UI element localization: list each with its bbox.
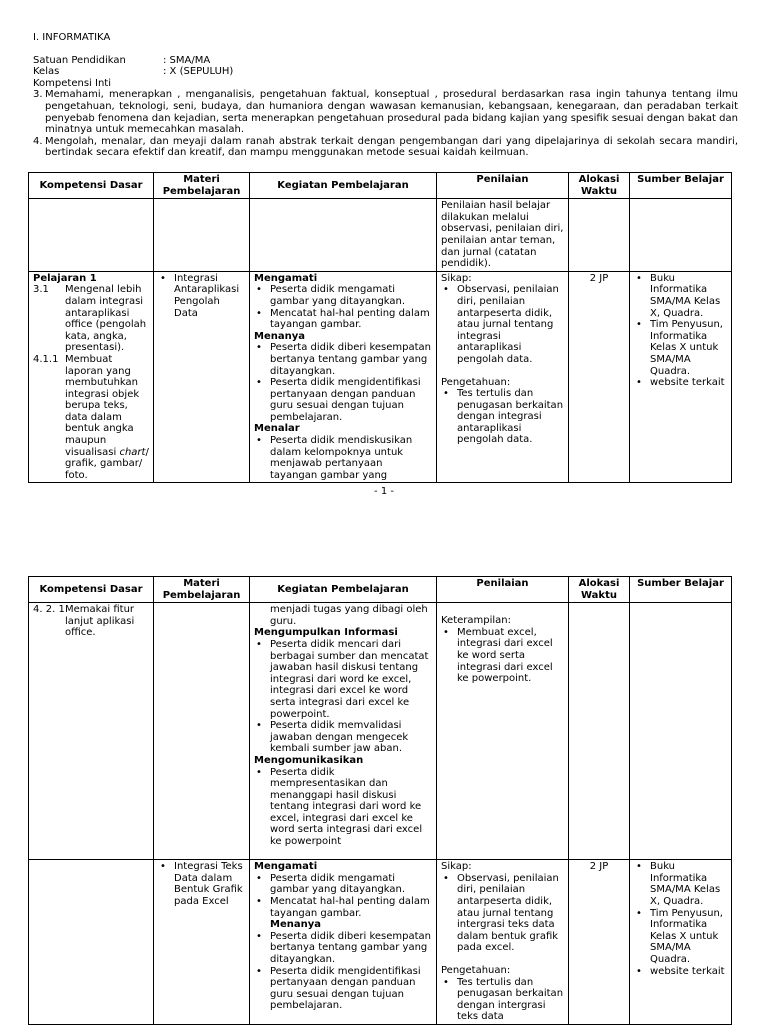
syllabus-table-2 bbox=[28, 576, 732, 1025]
header-alokasi: Alokasi Waktu bbox=[569, 577, 630, 603]
list-item: • Buku Informatika SMA/MA Kelas X, Quadra. bbox=[634, 273, 727, 319]
penilaian-cell: Sikap: • Observasi, penilaian diri, penilaian antarpeserta didik, atau jurnal tentang integrasi antaraplikasi pengolah data. Pengetahuan: • Tes tertulis dan penugasan berkaitan dengan integrasi antaraplikasi pengolah data. bbox=[437, 271, 569, 483]
list-item: • Observasi, penilaian diri, penilaian antarpeserta didik, atau jurnal tentang integrasi antaraplikasi pengolah data. bbox=[441, 284, 564, 365]
section-title: I. INFORMATIKA bbox=[33, 32, 111, 43]
kelas-row bbox=[33, 66, 738, 78]
alokasi-cell: 2 JP bbox=[569, 271, 630, 483]
list-item: • website terkait bbox=[634, 966, 727, 978]
header-sumber: Sumber Belajar bbox=[630, 173, 732, 199]
list-item: • Tes tertulis dan penugasan berkaitan dengan intergrasi teks data bbox=[441, 977, 564, 1023]
kd-item: 4.1.1 Membuat laporan yang membutuhkan integrasi objek berupa teks, data dalam bentuk angka maupun visualisasi chart/ grafik, gambar/ foto. bbox=[33, 353, 149, 481]
materi-item: • Integrasi Teks Data dalam Bentuk Grafik pada Excel bbox=[158, 861, 245, 907]
header-kegiatan: Kegiatan Pembelajaran bbox=[250, 173, 437, 199]
header-sumber: Sumber Belajar bbox=[630, 577, 732, 603]
list-item: • Mencatat hal-hal penting dalam tayangan gambar. bbox=[254, 308, 432, 331]
header-materi: Materi Pembelajaran bbox=[154, 173, 250, 199]
header-kegiatan: Kegiatan Pembelajaran bbox=[250, 577, 437, 603]
table-row bbox=[29, 860, 732, 1025]
list-item: • Peserta didik mencari dari berbagai sumber dan mencatat jawaban hasil diskusi tentang integrasi dari word ke excel, integrasi dari excel ke word serta integrasi dari excel ke powerpoint. bbox=[254, 639, 432, 720]
penilaian-cell: Sikap: • Observasi, penilaian diri, penilaian antarpeserta didik, atau jurnal tentang intergrasi teks data dalam bentuk grafik pada excel. Pengetahuan: • Tes tertulis dan penugasan berkaitan dengan intergrasi teks data bbox=[437, 860, 569, 1025]
alokasi-cell: 2 JP bbox=[569, 860, 630, 1025]
satuan-label: Satuan Pendidikan bbox=[33, 54, 126, 66]
list-item: • Tim Penyusun, Informatika Kelas X untuk SMA/MA Quadra. bbox=[634, 319, 727, 377]
header-materi: Materi Pembelajaran bbox=[154, 577, 250, 603]
ki-item bbox=[33, 89, 738, 135]
kelas-value: : X (SEPULUH) bbox=[163, 66, 234, 78]
materi-item: • Integrasi Antaraplikasi Pengolah Data bbox=[158, 273, 245, 319]
ki-label: Kompetensi Inti bbox=[33, 77, 111, 89]
list-item: • Peserta didik mengamati gambar yang ditayangkan. bbox=[254, 284, 432, 307]
list-item: • Buku Informatika SMA/MA Kelas X, Quadra. bbox=[634, 861, 727, 907]
kelas-label: Kelas bbox=[33, 66, 60, 78]
kd-item: 4. 2. 1 Memakai fitur lanjut aplikasi office. bbox=[33, 604, 135, 639]
kd-cell bbox=[29, 603, 154, 860]
table-row bbox=[29, 271, 732, 483]
header-alokasi: Alokasi Waktu bbox=[569, 173, 630, 199]
list-item: • Peserta didik mempresentasikan dan menanggapi hasil diskusi tentang integrasi dari word ke excel, integrasi dari excel ke word serta integrasi dari excel ke powerpoint bbox=[254, 767, 432, 848]
table-header-row bbox=[29, 173, 732, 199]
materi-cell bbox=[154, 860, 250, 1025]
penilaian-note: Penilaian hasil belajar dilakukan melalui observasi, penilaian diri, penilaian antar teman, dan jurnal (catatan pendidik). bbox=[437, 199, 569, 272]
ki-num: 3. bbox=[33, 89, 43, 101]
penilaian-cell: Keterampilan: • Membuat excel, integrasi dari excel ke word serta integrasi dari excel ke powerpoint. bbox=[437, 603, 569, 860]
list-item: • Peserta didik mengidentifikasi pertanyaan dengan panduan guru sesuai dengan tujuan pembelajaran. bbox=[254, 966, 432, 1012]
ki-num: 4. bbox=[33, 135, 43, 147]
ki-item bbox=[33, 136, 738, 159]
syllabus-table-1 bbox=[28, 172, 732, 483]
kd-item: 3.1 Mengenal lebih dalam integrasi antaraplikasi office (pengolah kata, angka, presentasi). bbox=[33, 284, 147, 354]
list-item: • Peserta didik memvalidasi jawaban dengan mengecek kembali sumber jaw aban. bbox=[254, 720, 432, 755]
list-item: • Membuat excel, integrasi dari excel ke word serta integrasi dari excel ke powerpoint. bbox=[441, 627, 564, 685]
kegiatan-cell: Mengamati • Peserta didik mengamati gambar yang ditayangkan. • Mencatat hal-hal penting dalam tayangan gambar. Menanya • Peserta didik diberi kesempatan bertanya tentang gambar yang ditayangkan. • Peserta didik mengidentifikasi pertanyaan dengan panduan guru sesuai dengan tujuan pembelajaran. Menalar • Peserta didik mendiskusikan dalam kelompoknya untuk menjawab pertanyaan tayangan gambar yang bbox=[250, 271, 437, 483]
list-item: • Peserta didik mendiskusikan dalam kelompoknya untuk menjawab pertanyaan tayangan gambar yang bbox=[254, 435, 432, 481]
lesson-title: Pelajaran 1 bbox=[33, 272, 97, 284]
list-item: • Peserta didik mengamati gambar yang ditayangkan. bbox=[254, 873, 432, 896]
table-row bbox=[29, 199, 732, 272]
page-number: - 1 - bbox=[374, 486, 394, 497]
list-item: • website terkait bbox=[634, 377, 727, 389]
kegiatan-cell: menjadi tugas yang dibagi oleh guru. Mengumpulkan Informasi • Peserta didik mencari dari berbagai sumber dan mencatat jawaban hasil diskusi tentang integrasi dari word ke excel, integrasi dari excel ke word serta integrasi dari excel ke powerpoint. • Peserta didik memvalidasi jawaban dengan mengecek kembali sumber jaw aban. Mengomunikasikan • Peserta didik mempresentasikan dan menanggapi hasil diskusi tentang integrasi dari word ke excel, integrasi dari excel ke word serta integrasi dari excel ke powerpoint bbox=[250, 603, 437, 860]
sumber-cell bbox=[630, 271, 732, 483]
ki-text: Memahami, menerapkan , menganalisis, pengetahuan faktual, konseptual , prosedural berdasarkan rasa ingin tahunya tentang ilmu pengetahuan, teknologi, seni, budaya, dan humaniora dengan wawasan kemanusian, kebangsaan, kenegaraan, dan peradaban terkait penyebab fenomena dan kejadian, serta menerapkan pengetahuan prosedural pada bidang kajian yang spesifik sesuai dengan bakat dan minatnya untuk memecahkan masalah. bbox=[45, 89, 738, 136]
sumber-cell bbox=[630, 860, 732, 1025]
document-header bbox=[33, 32, 738, 159]
ki-text: Mengolah, menalar, dan meyaji dalam ranah abstrak terkait dengan pengembangan dari yang dipelajarinya di sekolah secara mandiri, bertindak secara efektif dan kreatif, dan mampu menggunakan metode sesuai kaidah keilmuan. bbox=[45, 135, 738, 159]
satuan-value: : SMA/MA bbox=[163, 54, 211, 66]
list-item: • Tes tertulis dan penugasan berkaitan dengan integrasi antaraplikasi pengolah data. bbox=[441, 388, 564, 446]
kegiatan-cell: Mengamati • Peserta didik mengamati gambar yang ditayangkan. • Mencatat hal-hal penting dalam tayangan gambar. Menanya • Peserta didik diberi kesempatan bertanya tentang gambar yang ditayangkan. • Peserta didik mengidentifikasi pertanyaan dengan panduan guru sesuai dengan tujuan pembelajaran. bbox=[250, 860, 437, 1025]
materi-cell bbox=[154, 271, 250, 483]
header-penilaian: Penilaian bbox=[437, 577, 569, 603]
table-header-row bbox=[29, 577, 732, 603]
header-kd: Kompetensi Dasar bbox=[29, 173, 154, 199]
list-item: • Observasi, penilaian diri, penilaian antarpeserta didik, atau jurnal tentang intergrasi teks data dalam bentuk grafik pada excel. bbox=[441, 873, 564, 954]
satuan-row bbox=[33, 55, 738, 67]
header-penilaian: Penilaian bbox=[437, 173, 569, 199]
table-row bbox=[29, 603, 732, 860]
list-item: • Tim Penyusun, Informatika Kelas X untuk SMA/MA Quadra. bbox=[634, 908, 727, 966]
list-item: • Peserta didik diberi kesempatan bertanya tentang gambar yang ditayangkan. bbox=[254, 931, 432, 966]
header-kd: Kompetensi Dasar bbox=[29, 577, 154, 603]
kd-cell bbox=[29, 271, 154, 483]
list-item: • Mencatat hal-hal penting dalam tayangan gambar. bbox=[254, 896, 432, 919]
list-item: • Peserta didik mengidentifikasi pertanyaan dengan panduan guru sesuai dengan tujuan pembelajaran. bbox=[254, 377, 432, 423]
list-item: • Peserta didik diberi kesempatan bertanya tentang gambar yang ditayangkan. bbox=[254, 342, 432, 377]
